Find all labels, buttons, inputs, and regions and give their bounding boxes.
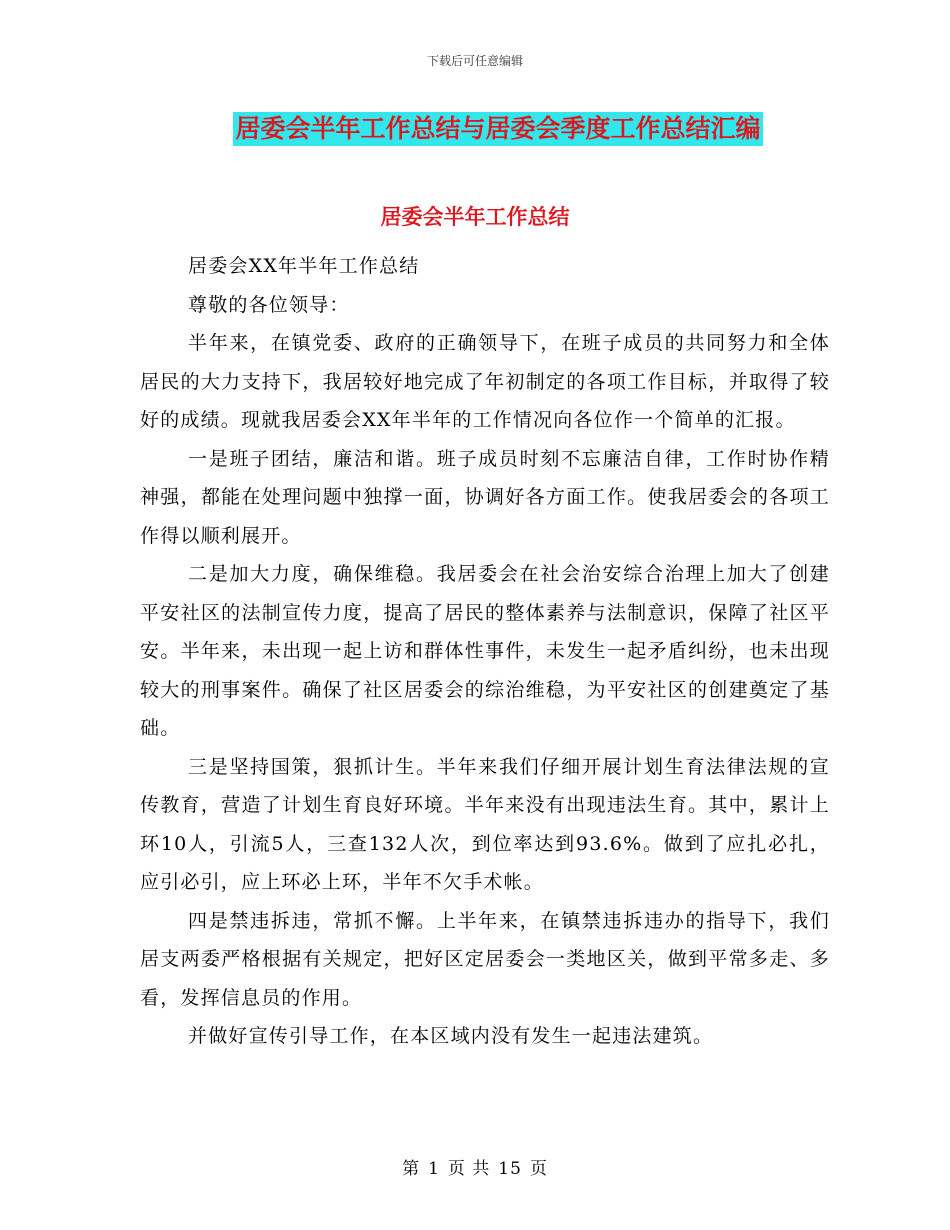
paragraph-point-1: 一是班子团结，廉洁和谐。班子成员时刻不忘廉洁自律，工作时协作精神强，都能在处理问题中独撑一面，协调好各方面工作。使我居委会的各项工作得以顺利展开。 xyxy=(140,447,830,547)
page-footer xyxy=(0,1154,950,1179)
footer-suffix: 页 xyxy=(529,1159,548,1179)
paragraph-point-4: 四是禁违拆违，常抓不懈。上半年来，在镇禁违拆违办的指导下，我们居支两委严格根据有关规定，把好区定居委会一类地区关，做到平常多走、多看，发挥信息员的作用。 xyxy=(140,909,830,1009)
main-title: 居委会半年工作总结与居委会季度工作总结汇编 xyxy=(233,112,762,146)
paragraph-point-3: 三是坚持国策，狠抓计生。半年来我们仔细开展计划生育法律法规的宣传教育，营造了计划生育良好环境。半年来没有出现违法生育。其中，累计上环10人，引流5人，三查132人次，到位率达到93.6%。做到了应扎必扎，应引必引，应上环必上环，半年不欠手术帐。 xyxy=(140,755,830,893)
paragraph-salutation: 尊敬的各位领导： xyxy=(188,293,350,316)
paragraph-doc-heading: 居委会XX年半年工作总结 xyxy=(188,255,420,277)
footer-middle: 页 共 xyxy=(447,1159,491,1179)
paragraph-closing: 并做好宣传引导工作，在本区域内没有发生一起违法建筑。 xyxy=(188,1025,714,1047)
page-number: 1 xyxy=(428,1159,440,1179)
section-title: 居委会半年工作总结 xyxy=(380,205,570,229)
main-title-container xyxy=(0,112,950,146)
footer-prefix: 第 xyxy=(402,1159,421,1179)
document-body xyxy=(140,247,830,1056)
paragraph-point-2: 二是加大力度，确保维稳。我居委会在社会治安综合治理上加大了创建平安社区的法制宣传力度，提高了居民的整体素养与法制意识，保障了社区平安。半年来，未出现一起上访和群体性事件，未发生一起矛盾纠纷，也未出现较大的刑事案件。确保了社区居委会的综治维稳，为平安社区的创建奠定了基础。 xyxy=(140,563,830,739)
paragraph-intro: 半年来，在镇党委、政府的正确领导下，在班子成员的共同努力和全体居民的大力支持下，我居较好地完成了年初制定的各项工作目标，并取得了较好的成绩。现就我居委会XX年半年的工作情况向各位作一个简单的汇报。 xyxy=(140,332,830,431)
page-total: 15 xyxy=(498,1159,522,1179)
header-note: 下载后可任意编辑 xyxy=(426,54,523,68)
